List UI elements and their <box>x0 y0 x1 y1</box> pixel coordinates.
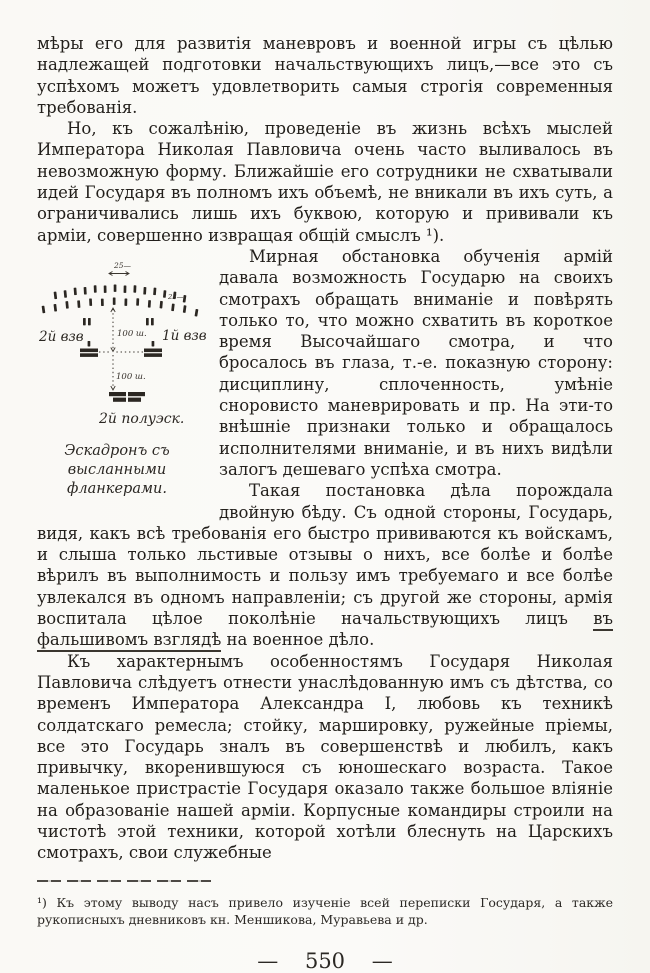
double-arrow-icon <box>109 271 129 275</box>
footnote: ¹) Къ этому выводу насъ привело изученіе всей переписки Государя, а также рукописныхъ дневниковъ кн. Меншикова, Муравьева и др. <box>37 894 613 928</box>
half-squadron-block <box>109 392 145 402</box>
paragraph-3: Мирная обстановка обученія армій давала возможность Государю на своихъ смотрахъ обращать вниманіе и повѣрять только то, что можно схватить въ короткое время Высочайшаго смотра, и что бросалось въ глаза, т.-е. показную сторону: дисциплину, сплоченность, умѣніе сноровисто маневрировать и пр. На эти-то внѣшніе признаки только и обращалось исполнителями вниманіе, и въ нихъ видѣли залогъ дешеваго успѣха смотра. <box>219 246 613 479</box>
paragraph-4-text: Такая постановка дѣла порождала двойную бѣду. Съ одной стороны, Государь, видя, какъ всѣ требованія его быстро прививаются къ войскамъ, и слыша только льстивые отзывы о нихъ, все болѣе и болѣе вѣрилъ въ выполнимость и пользу имъ требуемаго и все болѣе увлекался въ одномъ направленіи; съ другой же стороны, армія воспитала цѣлое поколѣніе начальствующихъ лицъ <box>37 481 613 629</box>
figure-label-right-distance: 23— <box>168 292 184 301</box>
figure-squadron <box>25 252 209 499</box>
footnote-separator <box>37 880 213 882</box>
flanker-row-upper <box>54 284 187 302</box>
paragraph-4-tail: на военное дѣло. <box>226 630 375 650</box>
paragraph-4 <box>37 480 613 650</box>
underlined-phrase: въ фальшивомъ взглядѣ <box>37 609 613 652</box>
figure-label-distance-lower: 100 ш. <box>116 371 146 382</box>
paragraph-5: Къ характернымъ особенностямъ Государя Николая Павловича слѣдуетъ отнести унаслѣдованную имъ съ дѣтства, со временъ Императора Александра I, любовь къ техникѣ солдатскаго ремесла; стойку, маршировку, ружейные пріемы, все это Государь зналъ въ совершенствѣ и любилъ, какъ привычку, вкоренившуюся съ юношескаго возраста. Такое маленькое пристрастіе Государя оказало также большое вліяніе на образованіе нашей арміи. Корпусные командиры строили на чистотѣ этой техники, которой хотѣли блеснуть на Царскихъ смотрахъ, свои служебные <box>37 651 613 863</box>
figure-label-top-distance: 25— <box>114 260 132 270</box>
figure-label-distance-upper: 100 ш. <box>117 328 147 339</box>
paragraph-2: Но, къ сожалѣнію, проведеніе въ жизнь всѣхъ мыслей Императора Николая Павловича очень часто выливалось въ невозможную форму. Ближайшіе его сотрудники не схватывали идей Государя въ полномъ ихъ объемѣ, не вникали въ ихъ суть, а ограничивались лишь ихъ буквою, которую и прививали къ арміи, совершенно извращая общій смыслъ ¹). <box>37 119 613 245</box>
text-column <box>37 0 613 972</box>
squadron-diagram <box>25 252 209 438</box>
figure-label-left-platoon: 2й взв <box>39 328 84 345</box>
flanker-pair-left <box>83 318 91 325</box>
figure-caption: Эскадронъ съ высланными фланкерами. <box>64 442 170 497</box>
figure-label-right-platoon: 1й взв <box>162 327 207 344</box>
platoon-block-right <box>144 341 162 357</box>
flanker-pair-right <box>146 318 154 325</box>
dotted-line-arrows <box>111 308 115 390</box>
page-number: — 550 — <box>257 948 393 973</box>
figure-label-bottom-unit: 2й полуэск. <box>99 410 185 427</box>
paragraph-1: мѣры его для развитія маневровъ и военной игры съ цѣлью надлежащей подготовки начальствующихъ лицъ,—все это съ успѣхомъ можетъ удовлетворить самыя строгія современныя требованія. <box>37 34 613 117</box>
